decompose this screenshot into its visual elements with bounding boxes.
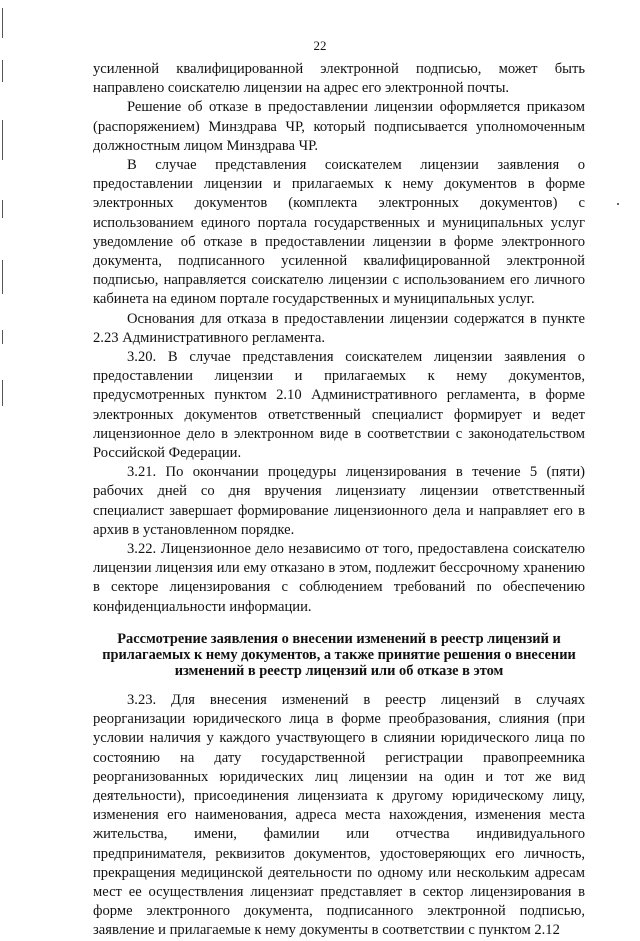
paragraph: Основания для отказа в предоставлении лицензии содержатся в пункте 2.23 Административного регламента. <box>93 310 585 346</box>
paragraph: 3.21. По окончании процедуры лицензирования в течение 5 (пяти) рабочих дней со дня вручения лицензиату лицензии ответственный специалист завершает формирование лицензионного дела и направляет его в архив в установленном порядке. <box>93 464 585 538</box>
paragraph: 3.23. Для внесения изменений в реестр лицензий в случаях реорганизации юридического лица в форме преобразования, слияния (при условии наличия у каждого участвующего в слиянии юридического лица по состоянию на дату государственной регистрации правопреемника реорганизованных юридических лиц лицензии на один и тот же вид деятельности), присоединения лицензиата к другому юридическому лицу, изменения его наименования, адреса места нахождения, изменения места жительства, имени, фамилии или отчества индивидуального предпринимателя, реквизитов документов, удостоверяющих его личность, прекращения медицинской деятельности по одному или нескольким адресам мест ее осуществления лицензиат представляет в сектор лицензирования в форме электронного документа, подписанного электронной подписью, заявление и прилагаемые к нему документы в соответствии с пунктом 2.12 <box>93 691 585 939</box>
paragraph: 3.20. В случае представления соискателем лицензии заявления о предоставлении лицензии и прилагаемых к нему документов, предусмотренных пунктом 2.10 Административного регламента, в форме электронных документов ответственный специалист формирует и ведет лицензионное дело в электронном виде в соответствии с законодательством Российской Федерации. <box>93 349 585 462</box>
section-heading: Рассмотрение заявления о внесении изменений в реестр лицензий и прилагаемых к нему документов, а также принятие решения о внесении изменений в реестр лицензий или об отказе в этом <box>102 630 576 679</box>
paragraph: усиленной квалифицированной электронной подписью, может быть направлено соискателю лицензии на адрес его электронной почты. <box>93 61 585 97</box>
scan-edge-marks <box>0 0 8 905</box>
paragraphs-after-heading <box>93 691 585 941</box>
document-body <box>93 60 585 941</box>
paragraph: В случае представления соискателем лицензии заявления о предоставлении лицензии и прилагаемых к нему документов в форме электронных документов (комплекта электронных документов) с использованием единого портала государственных и муниципальных услуг уведомление об отказе в предоставлении лицензии в форме электронного документа, подписанного усиленной квалифицированной электронной подписью, направляется соискателю лицензии с использованием его личного кабинета на едином портале государственных и муниципальных услуг. <box>93 157 585 308</box>
paragraph: 3.22. Лицензионное дело независимо от того, предоставлена соискателю лицензии лицензия или ему отказано в этом, подлежит бессрочному хранению в секторе лицензирования с соблюдением требований по обеспечению конфиденциальности информации. <box>93 541 585 615</box>
paragraphs-before-heading <box>93 60 585 617</box>
page-number: 22 <box>313 38 327 53</box>
scan-speck <box>617 203 619 205</box>
paragraph: Решение об отказе в предоставлении лицензии оформляется приказом (распоряжением) Минздрава ЧР, который подписывается уполномоченным должностным лицом Минздрава ЧР. <box>93 99 585 154</box>
